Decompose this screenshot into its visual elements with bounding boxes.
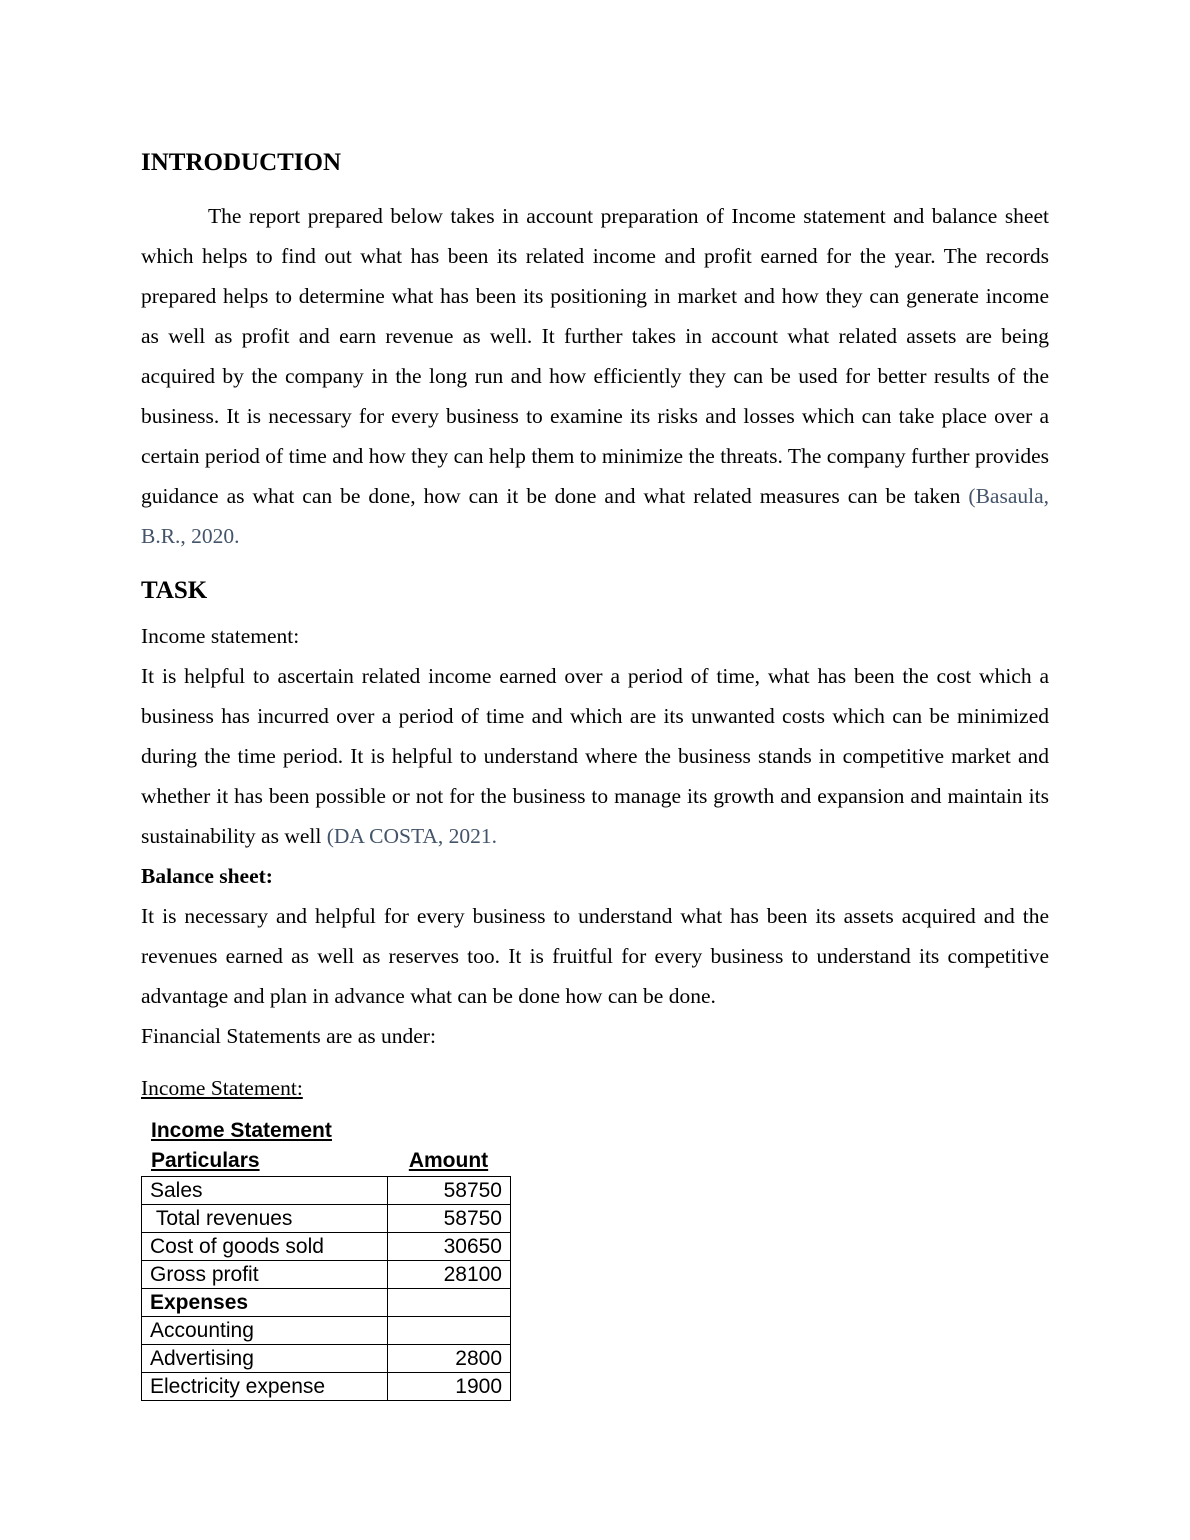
row-label-cell: Sales xyxy=(142,1177,388,1205)
income-statement-table-block xyxy=(141,1116,510,1401)
income-statement-paragraph-text: It is helpful to ascertain related income earned over a period of time, what has been the cost which a business has incurred over a period of time and which are its unwanted costs which can be minimized during the time period. It is helpful to understand where the business stands in competitive market and whether it has been possible or not for the business to manage its growth and expansion and maintain its sustainability as well xyxy=(141,664,1049,848)
row-amount-cell: 58750 xyxy=(388,1205,511,1233)
row-label-cell: Total revenues xyxy=(142,1205,388,1233)
table-row xyxy=(142,1233,511,1261)
table-row xyxy=(142,1345,511,1373)
table-row xyxy=(142,1177,511,1205)
income-statement-label: Income statement: xyxy=(141,624,300,648)
income-statement-paragraph xyxy=(141,656,1049,856)
row-amount-cell xyxy=(388,1289,511,1317)
table-row xyxy=(142,1205,511,1233)
row-amount-cell xyxy=(388,1317,511,1345)
row-amount-cell: 1900 xyxy=(388,1373,511,1401)
income-statement-section-label: Income Statement: xyxy=(141,1076,303,1100)
table-header-row xyxy=(141,1146,510,1176)
row-amount-cell: 58750 xyxy=(388,1177,511,1205)
row-label-cell: Gross profit xyxy=(142,1261,388,1289)
row-amount-cell: 2800 xyxy=(388,1345,511,1373)
row-label-cell: Accounting xyxy=(142,1317,388,1345)
financial-statements-line: Financial Statements are as under: xyxy=(141,1024,436,1048)
introduction-paragraph xyxy=(141,196,1049,556)
row-amount-cell: 28100 xyxy=(388,1261,511,1289)
column-header-particulars: Particulars xyxy=(151,1149,260,1172)
table-row xyxy=(142,1317,511,1345)
column-header-amount: Amount xyxy=(408,1149,489,1172)
task-heading: TASK xyxy=(141,577,208,604)
row-label-cell: Advertising xyxy=(142,1345,388,1373)
row-amount-cell: 30650 xyxy=(388,1233,511,1261)
citation-basaula: (Basaula, B.R., 2020. xyxy=(141,484,1049,548)
table-row xyxy=(142,1373,511,1401)
row-label-cell: Expenses xyxy=(142,1289,388,1317)
row-label-cell: Electricity expense xyxy=(142,1373,388,1401)
citation-da-costa: (DA COSTA, 2021. xyxy=(326,824,498,848)
introduction-paragraph-text: The report prepared below takes in account preparation of Income statement and balance sheet which helps to find out what has been its related income and profit earned for the year. The records prepared helps to determine what has been its positioning in market and how they can generate income as well as profit and earn revenue as well. It further takes in account what related assets are being acquired by the company in the long run and how efficiently they can be used for better results of the business. It is necessary for every business to examine its risks and losses which can take place over a certain period of time and how they can help them to minimize the threats. The company further provides guidance as what can be done, how can it be done and what related measures can be taken xyxy=(141,204,1049,508)
introduction-heading: INTRODUCTION xyxy=(141,149,342,176)
table-row xyxy=(142,1289,511,1317)
table-title: Income Statement xyxy=(151,1119,332,1142)
income-statement-table xyxy=(141,1176,511,1401)
table-row xyxy=(142,1261,511,1289)
row-label-cell: Cost of goods sold xyxy=(142,1233,388,1261)
balance-sheet-label: Balance sheet: xyxy=(141,864,273,888)
balance-sheet-paragraph: It is necessary and helpful for every business to understand what has been its assets acquired and the revenues earned as well as reserves too. It is fruitful for every business to understand its competitive advantage and plan in advance what can be done how can be done. xyxy=(141,904,1049,1008)
